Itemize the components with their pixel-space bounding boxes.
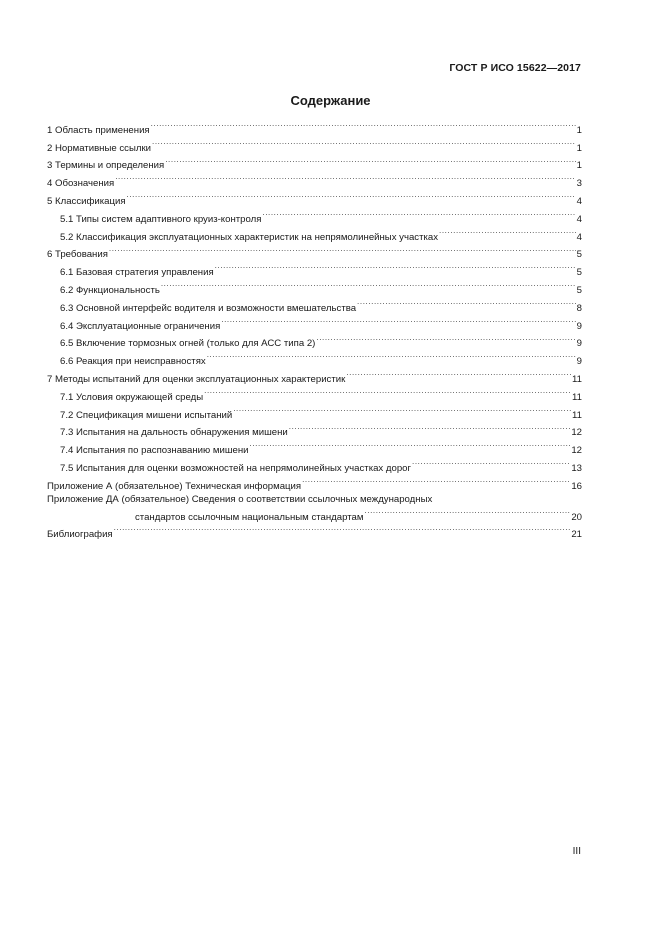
toc-entry-label: 6.1 Базовая стратегия управления — [60, 267, 214, 279]
toc-entry-page: 9 — [576, 356, 582, 368]
toc-leader-dots — [302, 476, 570, 489]
toc-entry[interactable] — [47, 458, 582, 476]
toc-entry-label: 6.6 Реакция при неисправностях — [60, 356, 206, 368]
toc-entry-label: 5.2 Классификация эксплуатационных характеристик на непрямолинейных участках — [60, 231, 439, 243]
toc-entry-page: 11 — [572, 409, 582, 421]
toc-leader-dots — [161, 280, 576, 293]
toc-entry-bibliography[interactable] — [47, 524, 582, 542]
toc-leader-dots — [346, 369, 571, 382]
toc-leader-dots — [439, 227, 576, 240]
toc-entry-label: Приложение А (обязательное) Техническая информация — [47, 480, 302, 492]
toc-leader-dots — [115, 173, 575, 186]
toc-entry-label: 7.3 Испытания на дальность обнаружения мишени — [60, 427, 288, 439]
toc-entry-label: 6.2 Функциональность — [60, 285, 160, 297]
toc-title: Содержание — [290, 93, 371, 108]
toc-leader-dots — [221, 316, 575, 329]
toc-entry[interactable] — [47, 387, 582, 405]
toc-entry-page: 20 — [571, 511, 582, 523]
toc-leader-dots — [151, 120, 576, 133]
toc-leader-dots — [207, 351, 576, 364]
toc-entry-page: 1 — [576, 124, 582, 136]
toc-entry-label: 6.3 Основной интерфейс водителя и возможности вмешательства — [60, 302, 357, 314]
toc-entry[interactable] — [47, 245, 582, 263]
toc-entry-label: 3 Термины и определения — [47, 160, 165, 172]
toc-entry-page: 5 — [576, 249, 582, 261]
toc-entry-page: 5 — [576, 267, 582, 279]
toc-entry[interactable] — [47, 191, 582, 209]
toc-entry[interactable] — [47, 334, 582, 352]
toc-leader-dots — [357, 298, 576, 311]
toc-entry[interactable] — [47, 298, 582, 316]
toc-entry[interactable] — [47, 156, 582, 174]
toc-leader-dots — [289, 423, 571, 436]
toc-entry-label: 7.2 Спецификация мишени испытаний — [60, 409, 233, 421]
toc-entry[interactable] — [47, 262, 582, 280]
toc-leader-dots — [109, 245, 576, 258]
toc-leader-dots — [127, 191, 576, 204]
toc-entry[interactable] — [47, 476, 582, 494]
toc-entry-page: 12 — [571, 427, 582, 439]
toc-entry-label: 7.1 Условия окружающей среды — [60, 391, 204, 403]
toc-leader-dots — [204, 387, 571, 400]
toc-entry-page: 4 — [576, 196, 582, 208]
toc-entry-page: 4 — [576, 231, 582, 243]
toc-leader-dots — [114, 524, 571, 537]
toc-leader-dots — [412, 458, 570, 471]
toc-entry[interactable] — [47, 227, 582, 245]
toc-entry-label: 5.1 Типы систем адаптивного круиз-контроля — [60, 213, 262, 225]
toc-entry-label: стандартов ссылочным национальным стандартам — [135, 511, 364, 523]
toc-entry-page: 11 — [572, 391, 582, 403]
toc-leader-dots — [152, 138, 576, 151]
page-number: III — [572, 846, 581, 857]
toc-leader-dots — [165, 156, 575, 169]
toc-entry-label: 5 Классификация — [47, 196, 126, 208]
toc-entry[interactable] — [47, 423, 582, 441]
toc-entry-appendix-da[interactable] — [47, 507, 582, 525]
toc-entry[interactable] — [47, 120, 582, 138]
toc-entry[interactable] — [47, 316, 582, 334]
toc-entry-label: 7 Методы испытаний для оценки эксплуатационных характеристик — [47, 374, 346, 386]
toc-entry-page: 16 — [571, 480, 582, 492]
standard-code: ГОСТ Р ИСО 15622—2017 — [449, 62, 581, 74]
toc-entry-page: 3 — [576, 178, 582, 190]
toc-entry[interactable] — [47, 351, 582, 369]
toc-entry-page: 9 — [576, 338, 582, 350]
toc-appendix-da-line1[interactable]: Приложение ДА (обязательное) Сведения о соответствии ссылочных международных — [47, 493, 433, 505]
toc-entry-label: 6 Требования — [47, 249, 108, 261]
toc-entry-label: 6.4 Эксплуатационные ограничения — [60, 320, 221, 332]
toc-entry-label: 7.4 Испытания по распознаванию мишени — [60, 445, 249, 457]
toc-entry-label: Библиография — [47, 529, 113, 541]
toc-entry[interactable] — [47, 138, 582, 156]
toc-entry-label: 4 Обозначения — [47, 178, 115, 190]
toc-entry-page: 12 — [571, 445, 582, 457]
toc-entry-page: 4 — [576, 213, 582, 225]
toc-entry[interactable] — [47, 405, 582, 423]
table-of-contents — [47, 120, 582, 542]
toc-entry-page: 5 — [576, 285, 582, 297]
toc-entry[interactable] — [47, 209, 582, 227]
toc-entry-label: 1 Область применения — [47, 124, 150, 136]
toc-entry-page: 1 — [576, 142, 582, 154]
toc-entry-page: 21 — [571, 529, 582, 541]
toc-entry-page: 13 — [571, 463, 582, 475]
toc-entry[interactable] — [47, 369, 582, 387]
toc-entry-page: 11 — [572, 374, 582, 386]
toc-entry-label: 7.5 Испытания для оценки возможностей на непрямолинейных участках дорог — [60, 463, 412, 475]
toc-entry[interactable] — [47, 280, 582, 298]
toc-leader-dots — [250, 440, 571, 453]
toc-leader-dots — [233, 405, 571, 418]
toc-entry[interactable] — [47, 173, 582, 191]
toc-entry-label: 2 Нормативные ссылки — [47, 142, 152, 154]
toc-leader-dots — [262, 209, 575, 222]
toc-leader-dots — [364, 507, 570, 520]
toc-entry-page: 1 — [576, 160, 582, 172]
toc-entry-page: 9 — [576, 320, 582, 332]
toc-leader-dots — [316, 334, 575, 347]
toc-entry[interactable] — [47, 440, 582, 458]
toc-entry-page: 8 — [576, 302, 582, 314]
toc-entry-label: 6.5 Включение тормозных огней (только для АСС типа 2) — [60, 338, 316, 350]
toc-leader-dots — [215, 262, 576, 275]
